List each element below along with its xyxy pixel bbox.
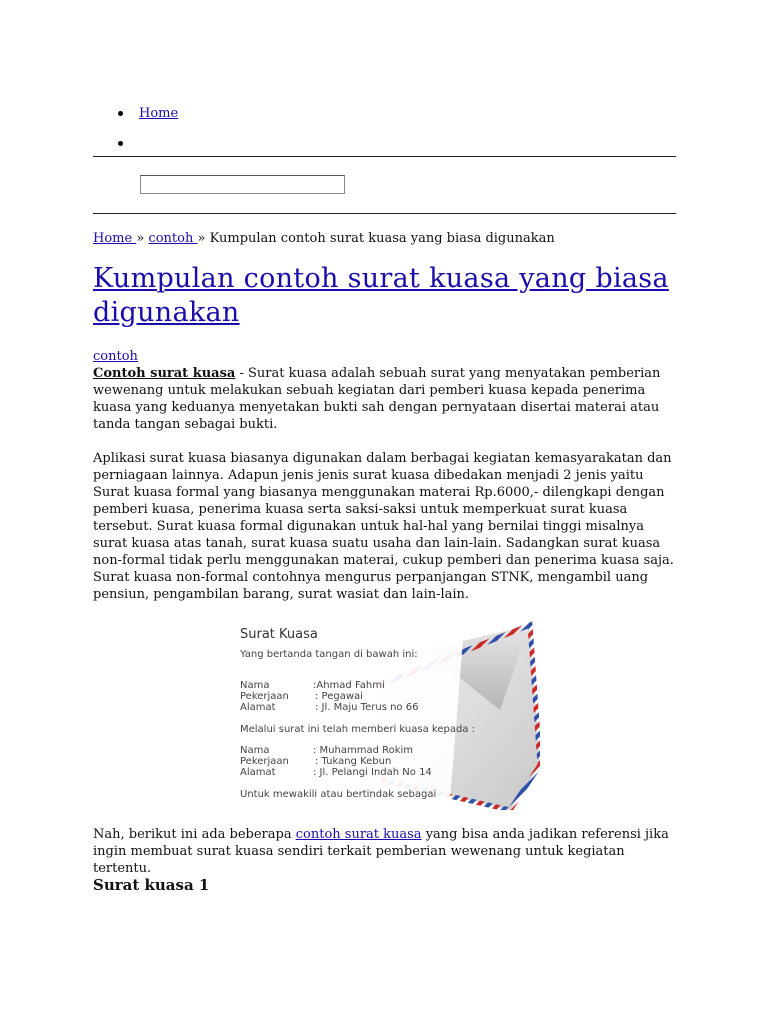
field-label: Nama [240,745,270,756]
article-body [93,348,678,620]
breadcrumb-home-link[interactable]: Home [93,231,137,246]
paragraph-types: Aplikasi surat kuasa biasanya digunakan dalam berbagai kegiatan kemasyarakatan dan perniagaan lainnya. Adapun jenis jenis surat kuasa dibedakan menjadi 2 jenis yaitu Surat kuasa formal yang biasanya menggunakan materai Rp.6000,- dilengkapi dengan pemberi kuasa, penerima kuasa serta saksi-saksi untuk memperkuat surat kuasa tersebut. Surat kuasa formal digunakan untuk hal-hal yang bernilai tinggi misalnya surat kuasa atas tanah, surat kuasa suatu usaha dan lain-lain. Sadangkan surat kuasa non-formal tidak perlu menggunakan materai, cukup pemberi dan penerima kuasa saja. Surat kuasa non-formal contohnya mengurus perpanjangan STNK, mengambil uang pensiun, pengambilan barang, surat wasiat dan lain-lain. [93,451,674,602]
field-label: Pekerjaan [240,691,289,702]
field-label: Alamat [240,702,276,713]
field-label: Pekerjaan [240,756,289,767]
field-value: :Ahmad Fahmi [313,680,385,691]
bullet-icon [118,141,123,146]
field-value: : Tukang Kebun [315,756,392,767]
field-value: : Jl. Maju Terus no 66 [315,702,419,713]
intro-bold-term: Contoh surat kuasa [93,366,236,381]
letter-line: Melalui surat ini telah memberi kuasa kepada : [240,724,475,735]
divider-bottom [93,213,676,214]
letter-heading: Surat Kuasa [240,627,318,642]
field-value: : Muhammad Rokim [313,745,414,756]
field-value: : Jl. Pelangi Indah No 14 [313,767,432,778]
divider-top [93,156,676,157]
breadcrumb-separator: » [136,231,149,246]
envelope-letter-image [230,615,540,810]
nav-item-home [93,100,676,130]
breadcrumb-current: Kumpulan contoh surat kuasa yang biasa digunakan [209,231,555,246]
bullet-icon [118,111,123,116]
contoh-surat-kuasa-link[interactable]: contoh surat kuasa [295,827,422,842]
closing-paragraph [93,826,678,877]
intro-text: - Surat kuasa adalah sebuah surat yang menyatakan pemberian wewenang untuk melakukan sebuah kegiatan dari pemberi kuasa kepada penerima kuasa yang keduanya menyetakan bukti sah dengan pernyataan disertai materai atau tanda tangan sebagai bukti. [93,366,661,432]
page-title-link[interactable]: Kumpulan contoh surat kuasa yang biasa digunakan [93,263,669,328]
field-value: : Pegawai [315,691,363,702]
field-label: Nama [240,680,270,691]
closing-text: Nah, berikut ini ada beberapa [93,827,296,842]
closing-section [93,826,678,877]
breadcrumb-category-link[interactable]: contoh [148,231,198,246]
surat-kuasa-illustration [230,615,540,810]
breadcrumb [93,230,555,248]
field-label: Alamat [240,767,276,778]
nav-list [93,100,676,160]
letter-line: Yang bertanda tangan di bawah ini: [240,649,418,660]
letter-line: Untuk mewakili atau bertindak sebagai [240,789,437,800]
search-input[interactable] [140,175,345,194]
intro-paragraph [93,365,678,433]
breadcrumb-separator: » [197,231,210,246]
category-link[interactable]: contoh [93,349,138,364]
page-title [93,262,673,330]
top-nav [93,100,676,160]
closing-text: yang bisa anda jadikan referensi jika ingin membuat surat kuasa sendiri terkait pemberian wewenang untuk kegiatan tertentu. [93,827,669,876]
section-heading: Surat kuasa 1 [93,876,210,894]
nav-link-home[interactable]: Home [139,106,179,121]
